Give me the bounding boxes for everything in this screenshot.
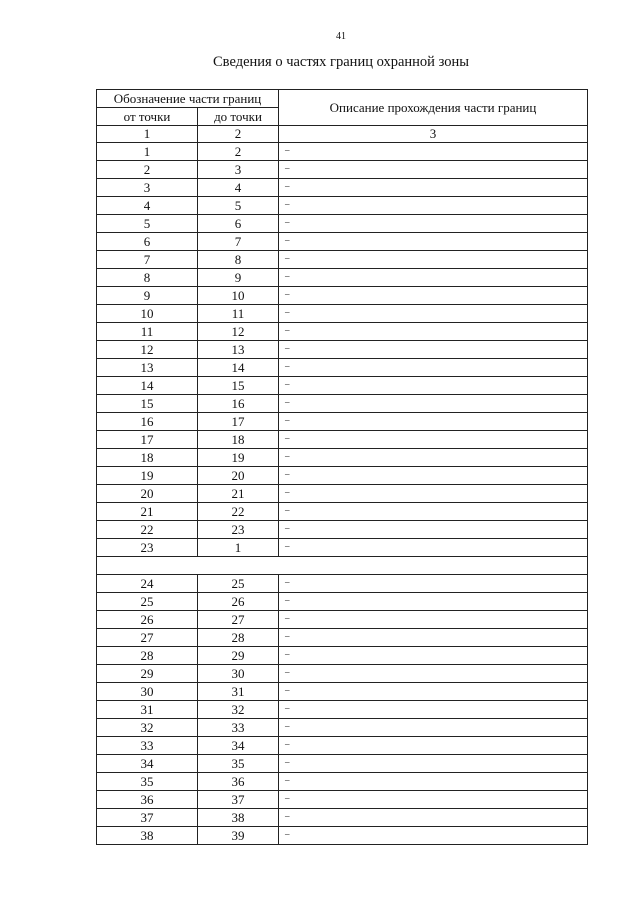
table-row — [97, 161, 588, 179]
to-point-cell: 21 — [198, 485, 279, 503]
table-row — [97, 467, 588, 485]
table-row — [97, 791, 588, 809]
description-text: – — [285, 433, 290, 443]
table-row — [97, 521, 588, 539]
description-text: – — [285, 613, 290, 623]
table-row — [97, 611, 588, 629]
to-point-cell: 15 — [198, 377, 279, 395]
to-point-cell: 18 — [198, 431, 279, 449]
to-point-cell: 11 — [198, 305, 279, 323]
to-point-cell: 3 — [198, 161, 279, 179]
description-cell — [279, 539, 588, 557]
from-point-cell: 13 — [97, 359, 198, 377]
header-group-cell: Обозначение части границ — [97, 90, 279, 108]
description-cell — [279, 377, 588, 395]
description-text: – — [285, 289, 290, 299]
description-cell — [279, 143, 588, 161]
description-cell — [279, 737, 588, 755]
description-cell — [279, 251, 588, 269]
description-cell — [279, 827, 588, 845]
description-cell — [279, 305, 588, 323]
to-point-cell: 31 — [198, 683, 279, 701]
description-cell — [279, 521, 588, 539]
table-row — [97, 593, 588, 611]
from-point-cell: 23 — [97, 539, 198, 557]
description-text: – — [285, 631, 290, 641]
description-text: – — [285, 487, 290, 497]
description-text: – — [285, 649, 290, 659]
from-point-cell: 34 — [97, 755, 198, 773]
description-cell — [279, 269, 588, 287]
description-cell — [279, 611, 588, 629]
table-row — [97, 449, 588, 467]
description-cell — [279, 593, 588, 611]
description-cell — [279, 323, 588, 341]
from-point-cell: 15 — [97, 395, 198, 413]
table-row — [97, 197, 588, 215]
from-point-cell: 33 — [97, 737, 198, 755]
table-row — [97, 287, 588, 305]
to-point-cell: 9 — [198, 269, 279, 287]
description-cell — [279, 287, 588, 305]
page-number: 41 — [336, 31, 346, 42]
description-cell — [279, 701, 588, 719]
description-text: – — [285, 703, 290, 713]
description-cell — [279, 503, 588, 521]
description-cell — [279, 233, 588, 251]
description-text: – — [285, 667, 290, 677]
description-text: – — [285, 415, 290, 425]
description-cell — [279, 197, 588, 215]
description-text: – — [285, 793, 290, 803]
from-point-cell: 30 — [97, 683, 198, 701]
table-row — [97, 215, 588, 233]
to-point-cell: 6 — [198, 215, 279, 233]
description-text: – — [285, 145, 290, 155]
description-text: – — [285, 775, 290, 785]
description-text: – — [285, 325, 290, 335]
description-text: – — [285, 163, 290, 173]
description-text: – — [285, 181, 290, 191]
to-point-cell: 4 — [198, 179, 279, 197]
table-row — [97, 377, 588, 395]
description-text: – — [285, 271, 290, 281]
description-cell — [279, 791, 588, 809]
to-point-cell: 5 — [198, 197, 279, 215]
table-row — [97, 701, 588, 719]
description-text: – — [285, 757, 290, 767]
document-title: Сведения о частях границ охранной зоны — [213, 54, 469, 70]
table-row — [97, 341, 588, 359]
to-point-cell: 10 — [198, 287, 279, 305]
from-point-cell: 8 — [97, 269, 198, 287]
table-row — [97, 773, 588, 791]
from-point-cell: 38 — [97, 827, 198, 845]
description-cell — [279, 485, 588, 503]
table-row — [97, 179, 588, 197]
from-point-cell: 29 — [97, 665, 198, 683]
from-point-cell: 28 — [97, 647, 198, 665]
table-row — [97, 809, 588, 827]
description-cell — [279, 773, 588, 791]
to-point-cell: 2 — [198, 143, 279, 161]
from-point-cell: 31 — [97, 701, 198, 719]
group-separator-row — [97, 557, 588, 575]
description-text: – — [285, 217, 290, 227]
description-text: – — [285, 451, 290, 461]
table-row — [97, 737, 588, 755]
column-index-row — [97, 126, 588, 143]
to-point-cell: 13 — [198, 341, 279, 359]
from-point-cell: 20 — [97, 485, 198, 503]
index-cell-2: 2 — [198, 126, 279, 143]
table-row — [97, 485, 588, 503]
table-row — [97, 503, 588, 521]
table-row — [97, 827, 588, 845]
from-point-cell: 2 — [97, 161, 198, 179]
group-separator-cell — [97, 557, 588, 575]
from-point-cell: 5 — [97, 215, 198, 233]
description-text: – — [285, 811, 290, 821]
from-point-cell: 37 — [97, 809, 198, 827]
to-point-cell: 36 — [198, 773, 279, 791]
table-row — [97, 683, 588, 701]
description-cell — [279, 467, 588, 485]
description-text: – — [285, 685, 290, 695]
from-point-cell: 22 — [97, 521, 198, 539]
description-text: – — [285, 235, 290, 245]
to-point-cell: 7 — [198, 233, 279, 251]
description-text: – — [285, 199, 290, 209]
from-point-cell: 26 — [97, 611, 198, 629]
to-point-cell: 33 — [198, 719, 279, 737]
description-text: – — [285, 307, 290, 317]
description-cell — [279, 341, 588, 359]
table-row — [97, 629, 588, 647]
to-point-cell: 27 — [198, 611, 279, 629]
description-cell — [279, 359, 588, 377]
to-point-cell: 8 — [198, 251, 279, 269]
from-point-cell: 14 — [97, 377, 198, 395]
to-point-cell: 17 — [198, 413, 279, 431]
table-row — [97, 575, 588, 593]
table-row — [97, 719, 588, 737]
to-point-cell: 32 — [198, 701, 279, 719]
description-cell — [279, 215, 588, 233]
to-point-cell: 1 — [198, 539, 279, 557]
description-text: – — [285, 829, 290, 839]
table-row — [97, 647, 588, 665]
from-point-cell: 27 — [97, 629, 198, 647]
to-point-cell: 12 — [198, 323, 279, 341]
to-point-cell: 23 — [198, 521, 279, 539]
to-point-cell: 35 — [198, 755, 279, 773]
to-point-cell: 26 — [198, 593, 279, 611]
description-text: – — [285, 253, 290, 263]
description-text: – — [285, 739, 290, 749]
description-text: – — [285, 541, 290, 551]
table-row — [97, 305, 588, 323]
from-point-cell: 36 — [97, 791, 198, 809]
description-text: – — [285, 343, 290, 353]
description-text: – — [285, 721, 290, 731]
to-point-cell: 30 — [198, 665, 279, 683]
description-cell — [279, 161, 588, 179]
from-point-cell: 16 — [97, 413, 198, 431]
description-cell — [279, 647, 588, 665]
description-text: – — [285, 397, 290, 407]
to-point-cell: 29 — [198, 647, 279, 665]
table-row — [97, 251, 588, 269]
from-point-cell: 1 — [97, 143, 198, 161]
to-point-cell: 20 — [198, 467, 279, 485]
table-row — [97, 233, 588, 251]
description-cell — [279, 809, 588, 827]
to-point-cell: 16 — [198, 395, 279, 413]
description-cell — [279, 413, 588, 431]
description-cell — [279, 179, 588, 197]
table-row — [97, 269, 588, 287]
description-cell — [279, 575, 588, 593]
from-point-cell: 21 — [97, 503, 198, 521]
from-point-cell: 4 — [97, 197, 198, 215]
description-text: – — [285, 505, 290, 515]
header-to-cell: до точки — [198, 108, 279, 126]
table-row — [97, 755, 588, 773]
from-point-cell: 9 — [97, 287, 198, 305]
to-point-cell: 25 — [198, 575, 279, 593]
table-row — [97, 143, 588, 161]
description-cell — [279, 395, 588, 413]
table-row — [97, 359, 588, 377]
from-point-cell: 25 — [97, 593, 198, 611]
table-row — [97, 431, 588, 449]
to-point-cell: 39 — [198, 827, 279, 845]
from-point-cell: 10 — [97, 305, 198, 323]
description-text: – — [285, 523, 290, 533]
description-cell — [279, 665, 588, 683]
table-row — [97, 323, 588, 341]
to-point-cell: 37 — [198, 791, 279, 809]
description-cell — [279, 629, 588, 647]
header-description-cell: Описание прохождения части границ — [279, 90, 588, 126]
description-text: – — [285, 469, 290, 479]
table-header-row — [97, 90, 588, 108]
description-cell — [279, 719, 588, 737]
to-point-cell: 22 — [198, 503, 279, 521]
description-cell — [279, 449, 588, 467]
description-cell — [279, 683, 588, 701]
to-point-cell: 34 — [198, 737, 279, 755]
from-point-cell: 6 — [97, 233, 198, 251]
from-point-cell: 7 — [97, 251, 198, 269]
description-cell — [279, 431, 588, 449]
header-from-cell: от точки — [97, 108, 198, 126]
from-point-cell: 24 — [97, 575, 198, 593]
index-cell-3: 3 — [279, 126, 588, 143]
table-row — [97, 539, 588, 557]
description-text: – — [285, 361, 290, 371]
from-point-cell: 12 — [97, 341, 198, 359]
from-point-cell: 19 — [97, 467, 198, 485]
index-cell-1: 1 — [97, 126, 198, 143]
boundary-parts-table — [96, 89, 588, 845]
table-row — [97, 395, 588, 413]
to-point-cell: 28 — [198, 629, 279, 647]
to-point-cell: 19 — [198, 449, 279, 467]
from-point-cell: 3 — [97, 179, 198, 197]
description-cell — [279, 755, 588, 773]
description-text: – — [285, 379, 290, 389]
description-text: – — [285, 577, 290, 587]
from-point-cell: 32 — [97, 719, 198, 737]
to-point-cell: 14 — [198, 359, 279, 377]
from-point-cell: 35 — [97, 773, 198, 791]
to-point-cell: 38 — [198, 809, 279, 827]
from-point-cell: 11 — [97, 323, 198, 341]
description-text: – — [285, 595, 290, 605]
from-point-cell: 17 — [97, 431, 198, 449]
table-row — [97, 413, 588, 431]
table-row — [97, 665, 588, 683]
from-point-cell: 18 — [97, 449, 198, 467]
